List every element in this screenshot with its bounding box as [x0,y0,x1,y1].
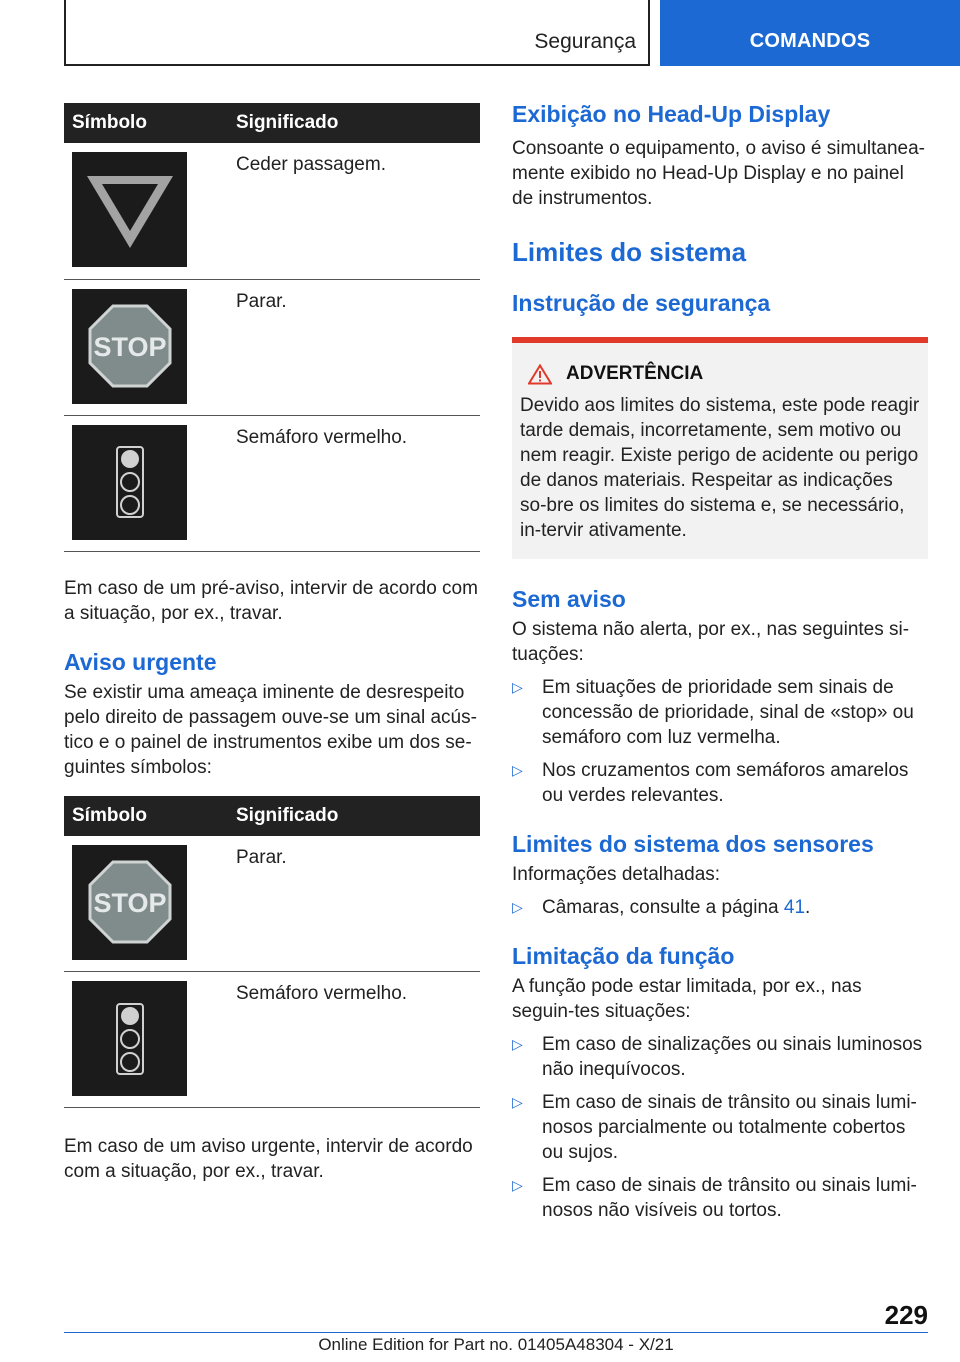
footer-edition: Online Edition for Part no. 01405A48304 - X/21 [318,1335,674,1354]
table-row [64,143,480,279]
table-cell-meaning: Parar. [230,836,480,972]
sensor-list [512,895,928,920]
bullet-triangle-icon: ▷ [512,1036,523,1052]
heading-safety-instruction: Instrução de segurança [512,290,771,316]
table-cell-meaning: Semáforo vermelho. [230,972,480,1108]
table-cell-meaning: Ceder passagem. [230,143,480,279]
function-text: A função pode estar limitada, por ex., nas seguin-tes situações: [512,976,862,1022]
svg-text:STOP: STOP [92,888,167,918]
footer-divider [64,1332,928,1333]
table-row [64,415,480,551]
yield-sign-icon [72,152,187,267]
stop-sign-icon [72,845,187,960]
svg-text:STOP: STOP [92,332,167,362]
warning-title: ADVERTÊNCIA [566,363,704,384]
bullet-triangle-icon: ▷ [512,899,523,915]
table-cell-meaning: Semáforo vermelho. [230,415,480,551]
right-column [512,100,928,1223]
urgent-warning-text: Se existir uma ameaça iminente de desrespeito pelo direito de passagem ouve-se um sinal acús-tico e o painel de instrumentos exibe um dos se-guintes símbolos: [64,681,477,778]
hud-text: Consoante o equipamento, o aviso é simultanea-mente exibido no Head-Up Display e no painel de instrumentos. [512,138,925,209]
symbol-table-prewarning [64,103,480,552]
heading-function-limitation: Limitação da função [512,943,735,969]
bullet-triangle-icon: ▷ [512,1094,523,1110]
warning-box [512,337,928,559]
no-alert-list [512,675,928,808]
sensor-text: Informações detalhadas: [512,864,721,885]
list-item: ▷ Em caso de sinais de trânsito ou sinais lumi-nosos não visíveis ou tortos. [512,1175,917,1221]
list-item: ▷ Em caso de sinais de trânsito ou sinais lumi-nosos parcialmente ou totalmente cobertos ou sujos. [512,1092,917,1163]
header-chapter-title: COMANDOS [749,30,871,52]
bullet-triangle-icon: ▷ [512,1177,523,1193]
stop-sign-icon [72,289,187,404]
symbol-table-urgent [64,796,480,1109]
table-row [64,836,480,972]
table-header-meaning: Significado [230,796,480,836]
table-cell-meaning: Parar. [230,279,480,415]
list-item: ▷ Câmaras, consulte a página 41. [512,897,811,918]
prewarning-instruction: Em caso de um pré-aviso, intervir de acordo com a situação, por ex., travar. [64,577,478,624]
header-section-box [64,0,650,66]
bullet-triangle-icon: ▷ [512,762,523,778]
warning-text: Devido aos limites do sistema, este pode reagir tarde demais, incorretamente, sem motivo ou nem reagir. Existe perigo de acidente ou perigo de danos materiais. Respeitar as indicações so-bre os limites do sistema e, se necessário, in-tervir ativamente. [520,395,920,541]
table-header-symbol: Símbolo [64,103,230,143]
heading-system-limits: Limites do sistema [512,237,747,267]
heading-urgent-warning: Aviso urgente [64,648,217,675]
table-header-symbol: Símbolo [64,796,230,836]
list-item: ▷ Nos cruzamentos com semáforos amarelos ou verdes relevantes. [512,760,909,806]
header-chapter-tab[interactable] [660,0,960,66]
header-section-title: Segurança [534,30,636,53]
page-number: 229 [884,1300,928,1330]
list-item: ▷ Em caso de sinalizações ou sinais luminosos não inequívocos. [512,1034,923,1080]
table-header-meaning: Significado [230,103,480,143]
warning-triangle-icon [528,364,552,385]
function-list [512,1032,928,1223]
table-row [64,972,480,1108]
page-link-41[interactable]: 41 [783,897,806,918]
left-column [64,103,480,1184]
bullet-triangle-icon: ▷ [512,679,523,695]
heading-sensor-limits: Limites do sistema dos sensores [512,831,874,857]
traffic-light-red-icon [72,425,187,540]
heading-hud: Exibição no Head-Up Display [512,101,831,127]
no-alert-text: O sistema não alerta, por ex., nas seguintes si-tuações: [512,619,910,665]
urgent-instruction: Em caso de um aviso urgente, intervir de acordo com a situação, por ex., travar. [64,1136,473,1182]
table-row [64,279,480,415]
list-item: ▷ Em situações de prioridade sem sinais de concessão de prioridade, sinal de «stop» ou semáforo com luz vermelha. [512,677,914,748]
heading-no-alert: Sem aviso [512,586,626,612]
traffic-light-red-icon [72,981,187,1096]
